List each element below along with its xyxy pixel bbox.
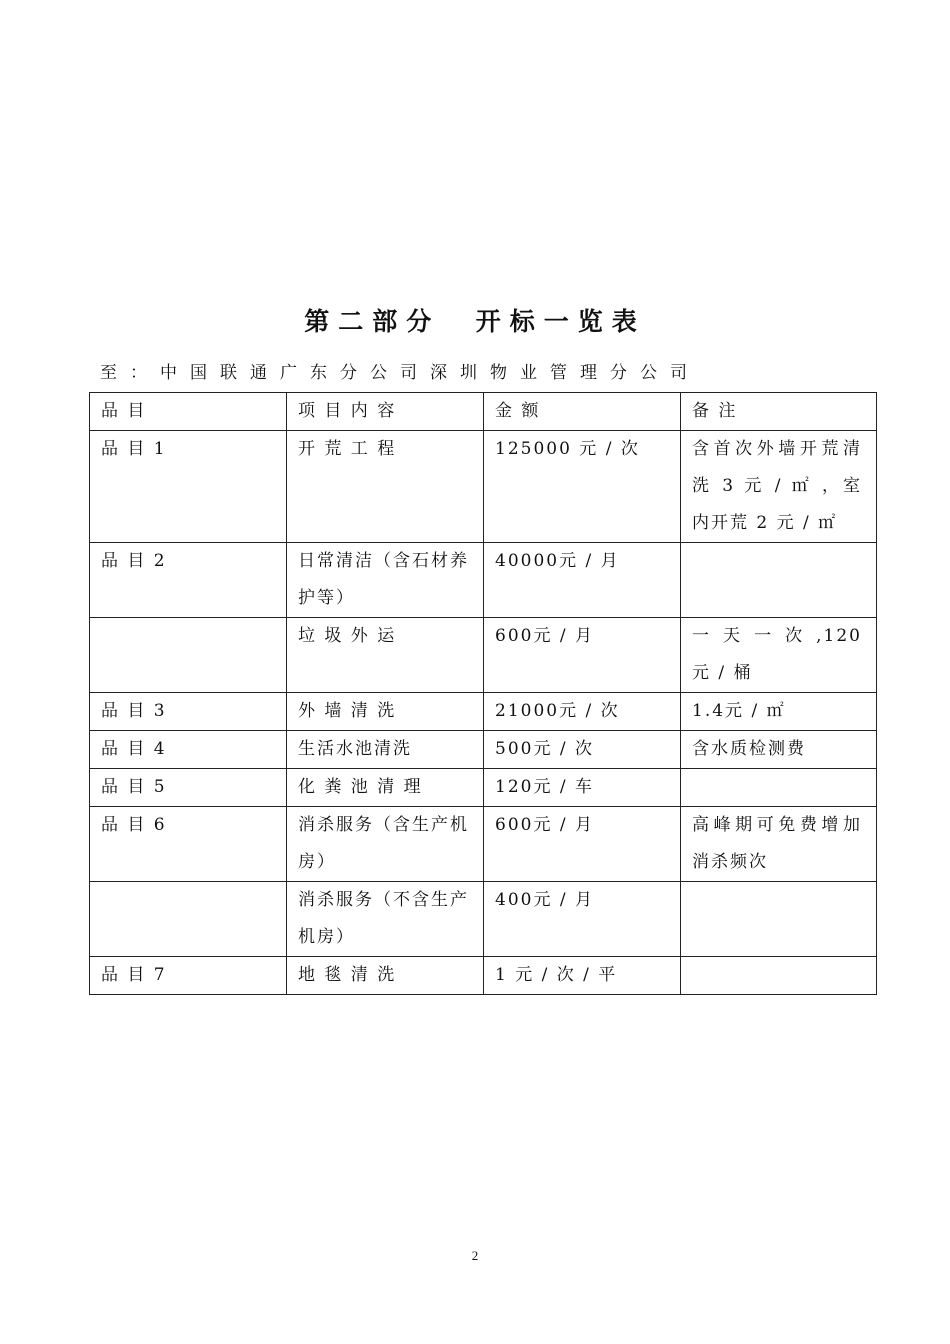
- document-title: 第二部分 开标一览表: [304, 307, 646, 336]
- row-item: [90, 882, 287, 957]
- bid-summary-table: [89, 392, 877, 995]
- row-note: 高峰期可免费增加消杀频次: [681, 807, 877, 882]
- header-note: 备 注: [681, 393, 877, 431]
- row-item: 品 目 4: [90, 731, 287, 769]
- table-row: [90, 693, 877, 731]
- row-content: 消杀服务（不含生产机房）: [287, 882, 484, 957]
- row-content: 外 墙 清 洗: [287, 693, 484, 731]
- header-item: 品 目: [90, 393, 287, 431]
- row-amount: 21000元 / 次: [484, 693, 681, 731]
- row-note: 1.4元 / ㎡: [681, 693, 877, 731]
- table-row: [90, 769, 877, 807]
- header-content: 项 目 内 容: [287, 393, 484, 431]
- table-row: [90, 957, 877, 995]
- table-row: [90, 431, 877, 543]
- table-row: [90, 807, 877, 882]
- row-note: 一 天 一 次 ,120 元 / 桶: [681, 618, 877, 693]
- table-row: [90, 543, 877, 618]
- row-content: 开 荒 工 程: [287, 431, 484, 543]
- row-amount: 600元 / 月: [484, 807, 681, 882]
- row-amount: 500元 / 次: [484, 731, 681, 769]
- row-amount: 125000 元 / 次: [484, 431, 681, 543]
- row-amount: 600元 / 月: [484, 618, 681, 693]
- header-amount: 金 额: [484, 393, 681, 431]
- table-header-row: [90, 393, 877, 431]
- row-content: 垃 圾 外 运: [287, 618, 484, 693]
- row-content: 地 毯 清 洗: [287, 957, 484, 995]
- table-row: [90, 618, 877, 693]
- row-content: 生活水池清洗: [287, 731, 484, 769]
- row-item: [90, 618, 287, 693]
- row-item: 品 目 5: [90, 769, 287, 807]
- table-row: [90, 731, 877, 769]
- row-note: 含首次外墙开荒清洗 3 元 / ㎡ ，室内开荒 2 元 / ㎡: [681, 431, 877, 543]
- row-note: [681, 882, 877, 957]
- row-amount: 120元 / 车: [484, 769, 681, 807]
- row-note: [681, 769, 877, 807]
- row-item: 品 目 3: [90, 693, 287, 731]
- row-content: 化 粪 池 清 理: [287, 769, 484, 807]
- row-content: 消杀服务（含生产机房）: [287, 807, 484, 882]
- row-item: 品 目 1: [90, 431, 287, 543]
- row-amount: 40000元 / 月: [484, 543, 681, 618]
- row-amount: 1 元 / 次 / 平: [484, 957, 681, 995]
- row-note: [681, 957, 877, 995]
- row-content: 日常清洁（含石材养护等）: [287, 543, 484, 618]
- row-amount: 400元 / 月: [484, 882, 681, 957]
- row-note: 含水质检测费: [681, 731, 877, 769]
- page-number: 2: [471, 1248, 479, 1263]
- row-item: 品 目 2: [90, 543, 287, 618]
- row-item: 品 目 7: [90, 957, 287, 995]
- addressee-line: 至：中国联通广东分公司深圳物业管理分公司: [100, 363, 700, 383]
- table-row: [90, 882, 877, 957]
- row-note: [681, 543, 877, 618]
- row-item: 品 目 6: [90, 807, 287, 882]
